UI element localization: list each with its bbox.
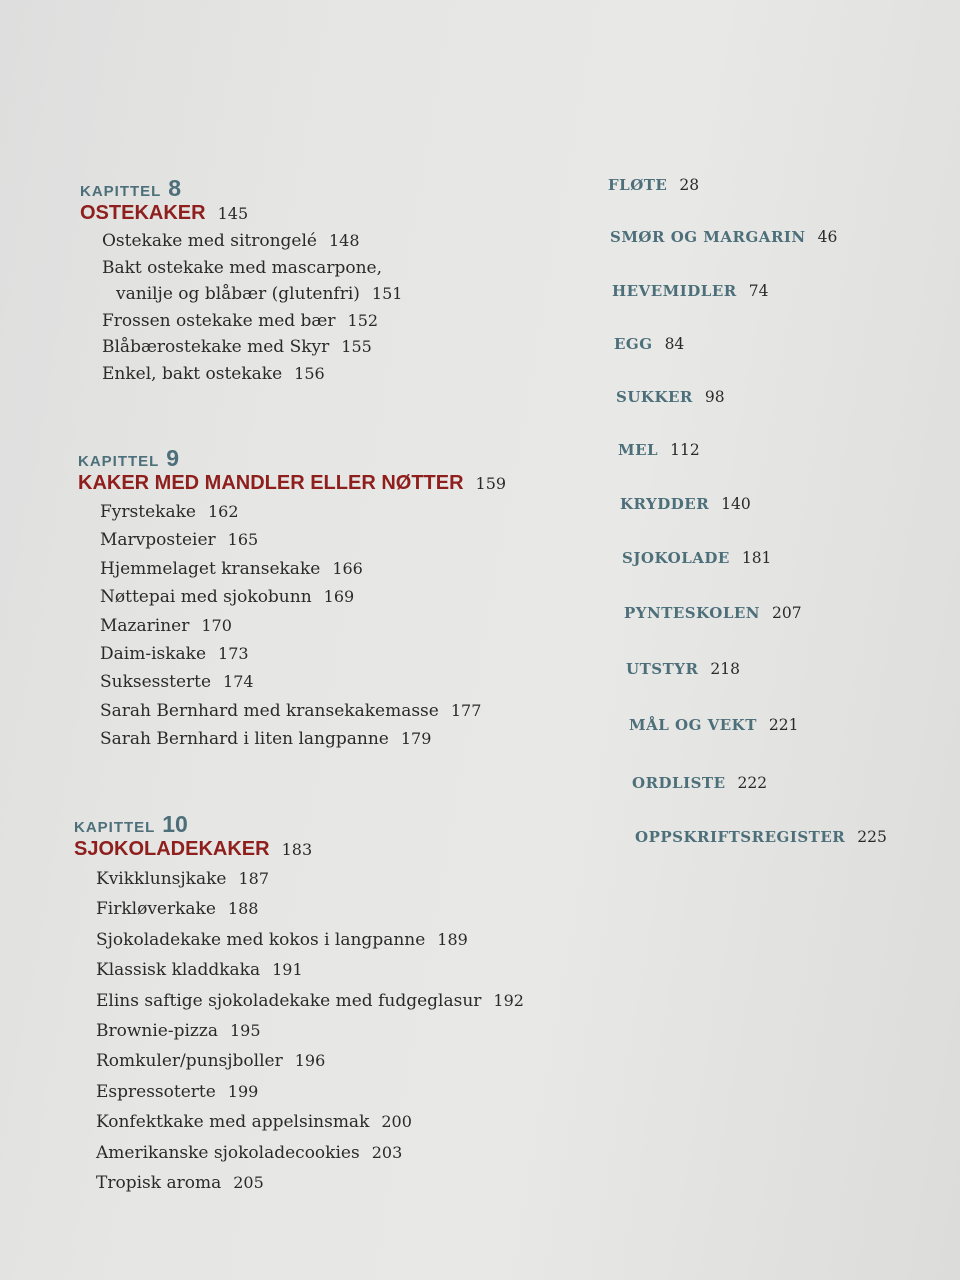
- recipe-name: Elins saftige sjokoladekake med fudgeglasur: [96, 990, 482, 1011]
- topic-name: SMØR OG MARGARIN: [610, 228, 806, 246]
- list-item[interactable]: [100, 612, 506, 640]
- chapter-label: [78, 446, 506, 470]
- recipe-page: 162: [207, 502, 239, 521]
- chapter-title-text: SJOKOLADEKAKER: [74, 838, 270, 860]
- recipe-page: 205: [233, 1172, 264, 1192]
- list-item[interactable]: [96, 1138, 524, 1168]
- chapter-page: 145: [217, 204, 249, 223]
- topic-name: UTSTYR: [626, 660, 699, 678]
- chapter-9: [78, 446, 506, 754]
- chapter-number: 8: [168, 175, 182, 201]
- list-item[interactable]: [102, 255, 402, 282]
- topic-item[interactable]: [616, 388, 725, 406]
- topic-page: 221: [768, 716, 799, 734]
- recipe-name: vanilje og blåbær (glutenfri): [116, 284, 360, 304]
- list-item[interactable]: [102, 308, 402, 335]
- chapter-title[interactable]: [80, 200, 402, 228]
- topic-page: 225: [857, 828, 887, 846]
- chapter-label-text: KAPITTEL: [78, 453, 160, 470]
- recipe-list: [78, 498, 506, 754]
- chapter-title[interactable]: [78, 470, 506, 498]
- recipe-page: 188: [227, 899, 259, 919]
- topic-item[interactable]: [622, 549, 771, 567]
- chapter-title-text: OSTEKAKER: [80, 202, 206, 224]
- recipe-name: Firkløverkake: [96, 899, 216, 920]
- topic-page: 112: [670, 441, 700, 459]
- list-item[interactable]: [102, 361, 402, 388]
- recipe-name: Sjokoladekake med kokos i langpanne: [96, 929, 426, 950]
- recipe-name: Daim-iskake: [100, 643, 207, 664]
- chapter-page: 159: [475, 474, 507, 493]
- list-item[interactable]: [96, 955, 524, 985]
- chapter-8: [80, 176, 402, 387]
- topic-name: KRYDDER: [620, 495, 710, 513]
- topic-name: MEL: [618, 441, 659, 459]
- recipe-name: Brownie-pizza: [96, 1020, 218, 1041]
- recipe-name: Ostekake med sitrongelé: [102, 231, 317, 251]
- topic-page: 140: [721, 495, 751, 513]
- recipe-name: Nøttepai med sjokobunn: [100, 587, 312, 608]
- recipe-name: Suksessterte: [100, 672, 212, 693]
- chapter-label-text: KAPITTEL: [80, 183, 162, 200]
- chapter-title[interactable]: [74, 836, 524, 864]
- recipe-page: 179: [400, 729, 432, 749]
- recipe-page: 148: [328, 231, 360, 250]
- recipe-name: Bakt ostekake med mascarpone,: [102, 257, 382, 278]
- topic-item[interactable]: [620, 495, 751, 513]
- recipe-name: Hjemmelaget kransekake: [100, 558, 321, 579]
- recipe-name: Sarah Bernhard i liten langpanne: [100, 729, 389, 750]
- topic-name: HEVEMIDLER: [612, 282, 737, 300]
- list-item[interactable]: [100, 668, 506, 696]
- topic-page: 98: [704, 388, 725, 406]
- topic-page: 218: [710, 660, 741, 678]
- recipe-list: [80, 228, 402, 387]
- topic-name: SUKKER: [616, 388, 693, 406]
- recipe-page: 155: [341, 337, 372, 356]
- recipe-page: 200: [381, 1112, 412, 1132]
- recipe-page: 191: [272, 960, 303, 980]
- topic-item[interactable]: [608, 176, 699, 194]
- list-item[interactable]: [96, 925, 524, 955]
- recipe-name: Tropisk aroma: [96, 1172, 222, 1193]
- list-item[interactable]: [100, 725, 506, 753]
- recipe-list: [74, 864, 524, 1198]
- list-item[interactable]: [100, 697, 506, 725]
- recipe-page: 166: [332, 558, 363, 578]
- topic-item[interactable]: [626, 660, 740, 678]
- topic-page: 222: [737, 774, 768, 792]
- recipe-page: 199: [227, 1081, 259, 1101]
- recipe-name: Blåbærostekake med Skyr: [102, 337, 330, 357]
- list-item[interactable]: [96, 1168, 524, 1198]
- list-item[interactable]: [100, 526, 506, 554]
- topic-item[interactable]: [635, 828, 887, 846]
- topic-name: FLØTE: [608, 176, 668, 194]
- list-item[interactable]: [96, 1107, 524, 1137]
- topic-page: 46: [817, 228, 838, 246]
- recipe-name: Frossen ostekake med bær: [102, 310, 336, 331]
- topic-page: 28: [679, 176, 700, 194]
- recipe-page: 195: [229, 1020, 261, 1040]
- topic-page: 84: [664, 335, 685, 353]
- chapter-label: [74, 812, 524, 836]
- recipe-name: Klassisk kladdkaka: [96, 960, 261, 981]
- topic-name: PYNTESKOLEN: [624, 604, 761, 622]
- recipe-name: Enkel, bakt ostekake: [102, 363, 283, 384]
- topic-page: 207: [772, 604, 802, 622]
- recipe-page: 151: [371, 284, 403, 303]
- recipe-page: 165: [227, 530, 259, 550]
- list-item[interactable]: [102, 281, 402, 308]
- recipe-name: Romkuler/punsjboller: [96, 1051, 283, 1072]
- topic-page: 74: [748, 282, 769, 300]
- chapter-number: 9: [166, 445, 180, 471]
- list-item[interactable]: [96, 1016, 524, 1046]
- list-item[interactable]: [100, 498, 506, 526]
- recipe-name: Amerikanske sjokoladecookies: [96, 1142, 360, 1163]
- recipe-page: 187: [238, 869, 270, 888]
- chapter-number: 10: [162, 811, 188, 837]
- list-item[interactable]: [96, 1046, 524, 1076]
- recipe-page: 156: [294, 363, 325, 383]
- list-item[interactable]: [100, 583, 506, 611]
- topic-name: ORDLISTE: [632, 774, 726, 792]
- topic-item[interactable]: [612, 282, 769, 300]
- recipe-page: 196: [294, 1051, 326, 1071]
- topic-page: 181: [741, 549, 772, 567]
- recipe-page: 192: [493, 990, 524, 1010]
- list-item[interactable]: [102, 334, 402, 361]
- list-item[interactable]: [100, 640, 506, 668]
- recipe-page: 169: [323, 587, 355, 607]
- recipe-page: 189: [437, 929, 468, 949]
- chapter-label-text: KAPITTEL: [74, 819, 156, 836]
- topic-name: SJOKOLADE: [622, 549, 730, 567]
- recipe-name: Mazariner: [100, 615, 190, 636]
- recipe-page: 174: [223, 672, 254, 692]
- recipe-page: 203: [371, 1142, 403, 1162]
- list-item[interactable]: [96, 894, 524, 924]
- recipe-name: Sarah Bernhard med kransekakemasse: [100, 700, 439, 721]
- topic-item[interactable]: [610, 228, 837, 246]
- recipe-name: Fyrstekake: [100, 502, 196, 522]
- topic-name: EGG: [614, 335, 653, 353]
- recipe-name: Marvposteier: [100, 530, 216, 551]
- list-item[interactable]: [102, 228, 402, 255]
- list-item[interactable]: [96, 864, 524, 894]
- chapter-page: 183: [281, 840, 313, 859]
- recipe-name: Konfektkake med appelsinsmak: [96, 1112, 370, 1133]
- topic-item[interactable]: [618, 441, 700, 459]
- recipe-page: 170: [201, 615, 232, 635]
- topic-item[interactable]: [614, 335, 684, 353]
- chapter-label: [80, 176, 402, 200]
- topic-name: OPPSKRIFTSREGISTER: [635, 828, 846, 846]
- recipe-page: 177: [450, 700, 482, 720]
- list-item[interactable]: [100, 555, 506, 583]
- list-item[interactable]: [96, 986, 524, 1016]
- list-item[interactable]: [96, 1077, 524, 1107]
- topic-item[interactable]: [632, 774, 767, 792]
- topic-item[interactable]: [624, 604, 802, 622]
- recipe-name: Espressoterte: [96, 1081, 216, 1102]
- recipe-page: 152: [347, 310, 379, 330]
- recipe-name: Kvikklunsjkake: [96, 869, 227, 889]
- chapter-10: [74, 812, 524, 1198]
- recipe-page: 173: [218, 643, 249, 663]
- chapter-title-text: KAKER MED MANDLER ELLER NØTTER: [78, 472, 464, 494]
- topic-item[interactable]: [629, 716, 798, 734]
- topic-name: MÅL OG VEKT: [629, 716, 757, 734]
